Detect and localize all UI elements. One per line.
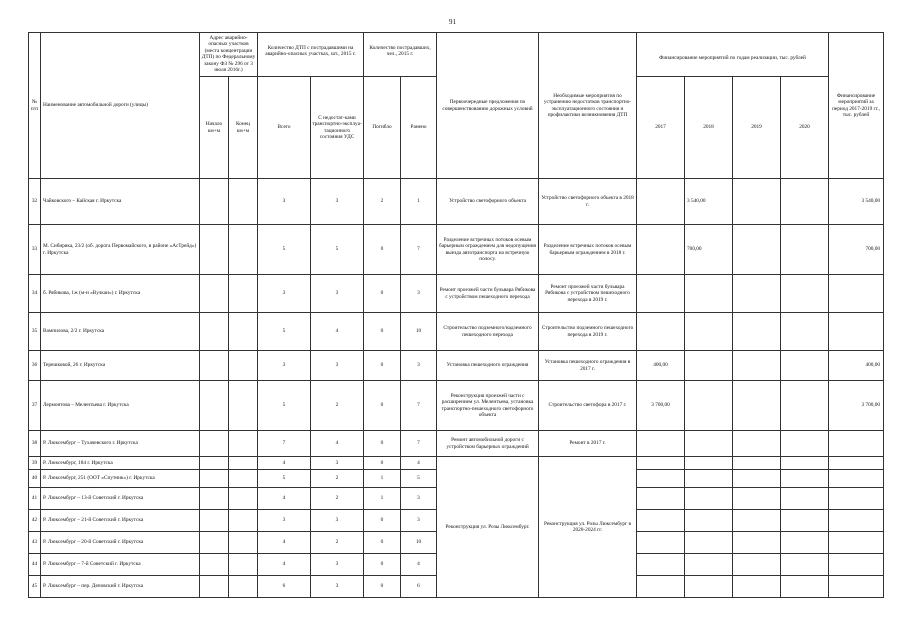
financing-2019 [733, 351, 781, 381]
injured-count: 7 [401, 381, 437, 431]
killed-count: 0 [364, 457, 401, 470]
financing-2017 [637, 225, 685, 275]
address-end [229, 431, 258, 457]
road-name: б. Рябикова, 1ж (м-н «Вулкан») г. Иркутска [41, 275, 200, 313]
required-measure: Строительство подземного пешеходного перехода в 2019 г. [539, 313, 637, 351]
header-start: Начало км+м [200, 77, 229, 179]
dtp-total: 4 [258, 457, 311, 470]
road-safety-table [28, 32, 884, 598]
page-number: 91 [449, 18, 456, 26]
dtp-total: 5 [258, 470, 311, 488]
required-measure: Ремонт проезжей части бульвара Рябикова с устройством пешеходного перехода в 2019 г. [539, 275, 637, 313]
financing-2019 [733, 532, 781, 554]
killed-count: 0 [364, 431, 401, 457]
financing-2017: 3 700,00 [637, 381, 685, 431]
killed-count: 2 [364, 179, 401, 225]
financing-2019 [733, 225, 781, 275]
primary-proposal: Устройство светофорного объекта [437, 179, 539, 225]
required-measure: Устройство светофорного объекта в 2018 г. [539, 179, 637, 225]
financing-2020 [781, 532, 829, 554]
row-number: 37 [29, 381, 41, 431]
address-end [229, 179, 258, 225]
dtp-total: 3 [258, 275, 311, 313]
address-start [200, 313, 229, 351]
road-name: Чайковского – Кайская г. Иркутска [41, 179, 200, 225]
injured-count: 7 [401, 225, 437, 275]
address-end [229, 381, 258, 431]
required-measure: Ремонт в 2017 г. [539, 431, 637, 457]
address-start [200, 470, 229, 488]
dtp-total: 4 [258, 532, 311, 554]
address-end [229, 488, 258, 510]
address-end [229, 225, 258, 275]
dtp-total: 3 [258, 179, 311, 225]
financing-2020 [781, 351, 829, 381]
header-injured: Ранено [401, 77, 437, 179]
financing-2019 [733, 510, 781, 532]
dtp-udc: 3 [311, 179, 364, 225]
row-number: 44 [29, 554, 41, 576]
killed-count: 0 [364, 532, 401, 554]
row-number: 42 [29, 510, 41, 532]
injured-count: 3 [401, 488, 437, 510]
address-start [200, 457, 229, 470]
financing-2017 [637, 313, 685, 351]
financing-total [829, 576, 884, 598]
dtp-total: 3 [258, 351, 311, 381]
financing-2017: 400,00 [637, 351, 685, 381]
injured-count: 1 [401, 179, 437, 225]
killed-count: 0 [364, 381, 401, 431]
row-number: 35 [29, 313, 41, 351]
header-num: № п/п [29, 33, 41, 179]
financing-total [829, 488, 884, 510]
road-name: Р. Люксембург – Тухачевского г. Иркутска [41, 431, 200, 457]
dtp-udc: 4 [311, 431, 364, 457]
address-start [200, 554, 229, 576]
dtp-udc: 2 [311, 532, 364, 554]
killed-count: 0 [364, 313, 401, 351]
row-number: 32 [29, 179, 41, 225]
address-end [229, 510, 258, 532]
financing-total [829, 431, 884, 457]
killed-count: 0 [364, 275, 401, 313]
financing-2019 [733, 275, 781, 313]
financing-2020 [781, 179, 829, 225]
financing-2020 [781, 554, 829, 576]
financing-total [829, 554, 884, 576]
road-name: Вампилова, 2/2 г. Иркутска [41, 313, 200, 351]
financing-2019 [733, 179, 781, 225]
address-start [200, 532, 229, 554]
road-name: Р. Люксембург – 21-й Советский г. Иркутска [41, 510, 200, 532]
table-row [29, 431, 884, 457]
header-year-2020: 2020 [781, 77, 829, 179]
financing-2019 [733, 554, 781, 576]
primary-proposal: Ремонт проезжей части бульвара Рябикова с устройством пешеходного перехода [437, 275, 539, 313]
financing-2017 [637, 554, 685, 576]
dtp-total: 6 [258, 576, 311, 598]
road-name: Р. Люксембург, 184 г. Иркутска [41, 457, 200, 470]
dtp-udc: 5 [311, 225, 364, 275]
financing-2017 [637, 275, 685, 313]
financing-2018 [685, 313, 733, 351]
financing-2017 [637, 431, 685, 457]
row-number: 34 [29, 275, 41, 313]
financing-2018 [685, 431, 733, 457]
financing-2017 [637, 532, 685, 554]
primary-proposal: Установка пешеходного ограждения [437, 351, 539, 381]
address-end [229, 554, 258, 576]
header-end: Конец км+м [229, 77, 258, 179]
financing-2019 [733, 576, 781, 598]
required-measure: Строительство светофора в 2017 г. [539, 381, 637, 431]
road-name: М. Сибиряка, 23/2 (об. дорога Первомайского, в районе «АсТрейд») г. Иркутска [41, 225, 200, 275]
financing-total: 400,00 [829, 351, 884, 381]
required-measure: Установка пешеходного ограждения в 2017 г. [539, 351, 637, 381]
address-start [200, 488, 229, 510]
financing-total [829, 470, 884, 488]
dtp-udc: 3 [311, 275, 364, 313]
financing-2019 [733, 470, 781, 488]
header-year-2018: 2018 [685, 77, 733, 179]
injured-count: 10 [401, 532, 437, 554]
financing-2020 [781, 225, 829, 275]
address-start [200, 576, 229, 598]
financing-2018 [685, 532, 733, 554]
injured-count: 7 [401, 431, 437, 457]
dtp-udc: 2 [311, 381, 364, 431]
primary-proposal: Реконструкция ул. Розы Люксембург. [437, 457, 539, 598]
header-road: Наименование автомобильной дороги (улицы) [41, 33, 200, 179]
address-end [229, 457, 258, 470]
dtp-udc: 3 [311, 576, 364, 598]
financing-2020 [781, 470, 829, 488]
header-udc: С недостат-ками транспортно-эксплуа-тационного состояния УДС [311, 77, 364, 179]
header-measures: Необходимые мероприятия по устранению недостатков транспортно-эксплуатационного состояния и профилактики возникновения ДТП [539, 33, 637, 179]
address-start [200, 275, 229, 313]
header-total: Всего [258, 77, 311, 179]
address-end [229, 470, 258, 488]
financing-2019 [733, 313, 781, 351]
financing-2018: 700,00 [685, 225, 733, 275]
address-end [229, 576, 258, 598]
dtp-total: 5 [258, 313, 311, 351]
road-name: Р. Люксембург, 251 (ООТ «Спутник») г. Иркутска [41, 470, 200, 488]
financing-2020 [781, 431, 829, 457]
financing-2019 [733, 431, 781, 457]
row-number: 40 [29, 470, 41, 488]
dtp-udc: 3 [311, 351, 364, 381]
dtp-udc: 3 [311, 457, 364, 470]
financing-2019 [733, 488, 781, 510]
financing-total [829, 313, 884, 351]
injured-count: 4 [401, 554, 437, 576]
financing-2018 [685, 488, 733, 510]
financing-2018 [685, 470, 733, 488]
financing-2018: 3 540,00 [685, 179, 733, 225]
financing-2018 [685, 351, 733, 381]
financing-2018 [685, 275, 733, 313]
dtp-total: 5 [258, 225, 311, 275]
financing-2018 [685, 381, 733, 431]
required-measure: Реконструкция ул. Розы Люксембург в 2020-2024 гг. [539, 457, 637, 598]
header-year-2019: 2019 [733, 77, 781, 179]
financing-2018 [685, 576, 733, 598]
address-start [200, 351, 229, 381]
injured-count: 3 [401, 275, 437, 313]
table-row [29, 457, 884, 470]
address-start [200, 225, 229, 275]
header-killed: Погибло [364, 77, 401, 179]
dtp-total: 3 [258, 510, 311, 532]
header-victims: Количество пострадавших, чел., 2015 г. [364, 33, 437, 77]
address-end [229, 313, 258, 351]
required-measure: Разделение встречных потоков осевым барьерным ограждением в 2018 г. [539, 225, 637, 275]
address-start [200, 510, 229, 532]
road-name: Р. Люксембург – 13-й Советский г. Иркутска [41, 488, 200, 510]
header-address: Адрес аварийно-опасных участков (места концентрации ДТП) по Федеральному закону ФЗ № 296 от 3 июля 2016г.) [200, 33, 258, 77]
table-row [29, 313, 884, 351]
primary-proposal: Строительство подземного/надземного пешеходного перехода [437, 313, 539, 351]
financing-total [829, 532, 884, 554]
injured-count: 6 [401, 576, 437, 598]
injured-count: 3 [401, 351, 437, 381]
road-name: Р. Люксембург – 20-й Советский г. Иркутска [41, 532, 200, 554]
financing-2017 [637, 470, 685, 488]
financing-2020 [781, 275, 829, 313]
killed-count: 0 [364, 510, 401, 532]
road-name: Терешковой, 26 г. Иркутска [41, 351, 200, 381]
killed-count: 0 [364, 225, 401, 275]
dtp-udc: 4 [311, 313, 364, 351]
injured-count: 10 [401, 313, 437, 351]
row-number: 45 [29, 576, 41, 598]
header-year-2017: 2017 [637, 77, 685, 179]
financing-total: 3 540,00 [829, 179, 884, 225]
financing-2020 [781, 313, 829, 351]
table-row [29, 351, 884, 381]
killed-count: 0 [364, 576, 401, 598]
address-start [200, 431, 229, 457]
address-end [229, 532, 258, 554]
header-financing: Финансирование мероприятий по годам реализации, тыс. рублей [637, 33, 829, 77]
row-number: 43 [29, 532, 41, 554]
injured-count: 5 [401, 470, 437, 488]
killed-count: 1 [364, 470, 401, 488]
address-end [229, 275, 258, 313]
financing-total [829, 275, 884, 313]
financing-2020 [781, 488, 829, 510]
table-row [29, 225, 884, 275]
table-row [29, 275, 884, 313]
primary-proposal: Реконструкция проезжей части с расширением ул. Мелентьева, установка транспортно-пешеходного светофорного объекта [437, 381, 539, 431]
injured-count: 4 [401, 457, 437, 470]
financing-2017 [637, 488, 685, 510]
road-name: Лермонтова – Мелентьева г. Иркутска [41, 381, 200, 431]
financing-2017 [637, 179, 685, 225]
row-number: 33 [29, 225, 41, 275]
row-number: 39 [29, 457, 41, 470]
financing-total [829, 510, 884, 532]
financing-2019 [733, 457, 781, 470]
financing-2018 [685, 510, 733, 532]
header-financing-total: Финансирование мероприятий за период 2017-2019 гг., тыс. рублей [829, 33, 884, 179]
financing-2020 [781, 457, 829, 470]
primary-proposal: Ремонт автомобильной дороги с устройством барьерных ограждений [437, 431, 539, 457]
dtp-total: 5 [258, 381, 311, 431]
table-body [29, 179, 884, 598]
financing-total: 3 700,00 [829, 381, 884, 431]
dtp-total: 4 [258, 554, 311, 576]
row-number: 38 [29, 431, 41, 457]
financing-total: 700,00 [829, 225, 884, 275]
financing-2018 [685, 554, 733, 576]
dtp-udc: 3 [311, 510, 364, 532]
dtp-total: 7 [258, 431, 311, 457]
address-start [200, 179, 229, 225]
financing-total [829, 457, 884, 470]
financing-2017 [637, 457, 685, 470]
header-dtp: Количество ДТП с пострадавшими на аварийно-опасных участках, шт., 2015 г. [258, 33, 364, 77]
table-row [29, 381, 884, 431]
financing-2020 [781, 576, 829, 598]
financing-2020 [781, 510, 829, 532]
financing-2018 [685, 457, 733, 470]
row-number: 36 [29, 351, 41, 381]
killed-count: 0 [364, 351, 401, 381]
financing-2020 [781, 381, 829, 431]
financing-2017 [637, 576, 685, 598]
table-row [29, 179, 884, 225]
road-name: Р. Люксембург – пер. Деповский г. Иркутска [41, 576, 200, 598]
dtp-total: 4 [258, 488, 311, 510]
road-name: Р. Люксембург – 7-й Советский г. Иркутска [41, 554, 200, 576]
header-primary: Первоочередные предложения по совершенствованию дорожных условий [437, 33, 539, 179]
dtp-udc: 2 [311, 470, 364, 488]
row-number: 41 [29, 488, 41, 510]
address-end [229, 351, 258, 381]
financing-2017 [637, 510, 685, 532]
financing-2019 [733, 381, 781, 431]
dtp-udc: 2 [311, 488, 364, 510]
primary-proposal: Разделение встречных потоков осевым барьерным ограждением для недопущения выезда автотранспорта на встречную полосу. [437, 225, 539, 275]
address-start [200, 381, 229, 431]
killed-count: 0 [364, 554, 401, 576]
dtp-udc: 3 [311, 554, 364, 576]
injured-count: 3 [401, 510, 437, 532]
killed-count: 1 [364, 488, 401, 510]
